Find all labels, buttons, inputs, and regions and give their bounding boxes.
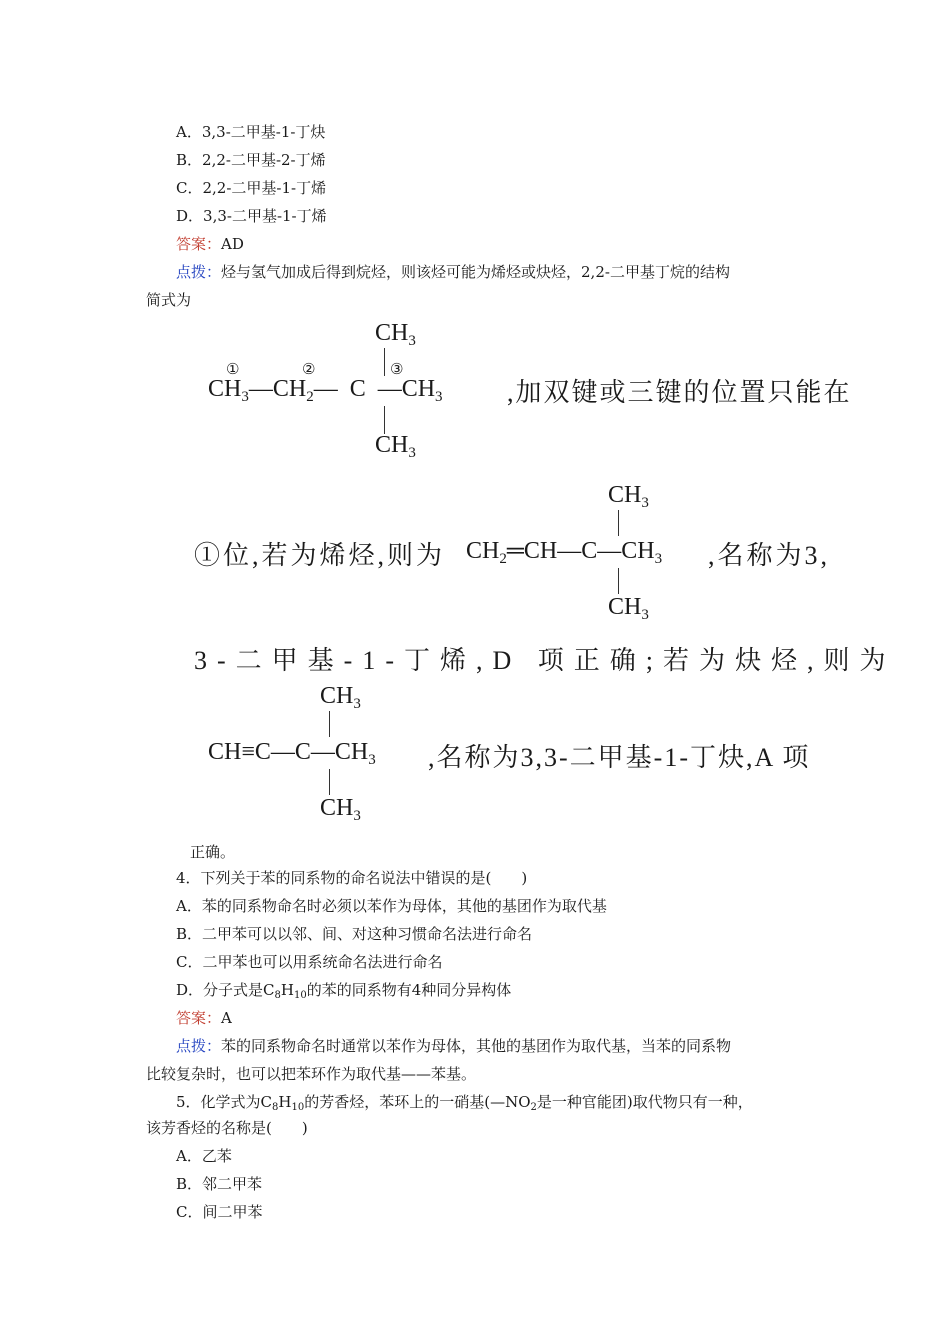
text-name1-start: ,名称为3, [708, 541, 831, 570]
struct1-bottom-ch3: $CH_3$ [375, 432, 416, 461]
q3-answer [176, 234, 244, 254]
struct1-tail-text: ,加双键或三键的位置只能在 [507, 378, 852, 407]
q4-option-c: C．二甲苯也可以用系统命名法进行命名 [176, 953, 443, 971]
circle-1: ① [226, 360, 240, 378]
q4-hint-line1 [176, 1036, 731, 1056]
q3-hint-line1 [176, 262, 730, 282]
q5-option-b: B．邻二甲苯 [176, 1175, 263, 1193]
circle-2: ② [302, 360, 316, 378]
text-line3: 3-二甲基-1-丁烯,D 项正确;若为炔烃,则为 [194, 646, 896, 675]
q5-question-line2: 该芳香烃的名称是( ) [146, 1119, 308, 1137]
hint-text: 烃与氢气加成后得到烷烃，则该烃可能为烯烃或炔烃，2,2-二甲基丁烷的结构 [221, 263, 730, 281]
q5-option-c: C．间二甲苯 [176, 1203, 263, 1221]
q4-answer [176, 1008, 232, 1028]
text-name2: ,名称为3,3-二甲基-1-丁炔,A 项 [428, 743, 811, 772]
struct3-bottom-bond [329, 769, 330, 795]
answer-value: A [221, 1009, 232, 1027]
struct2-top-bond [618, 510, 619, 536]
struct3-top-ch3: $CH_3$ [320, 683, 361, 712]
answer-label: 答案： [176, 1009, 222, 1027]
q3-option-d: D．3,3-二甲基-1-丁烯 [176, 207, 327, 225]
struct2-main-chain: $CH_2═CH—C—CH_3$ [466, 538, 663, 567]
text-end: 正确。 [190, 843, 236, 861]
struct2-bottom-bond [618, 568, 619, 594]
answer-label: 答案： [176, 235, 222, 253]
struct3-main-chain: $CH\equiv C—C—CH_3$ [208, 739, 376, 768]
q3-option-a: A．3,3-二甲基-1-丁炔 [176, 123, 326, 141]
struct1-bottom-bond [384, 406, 385, 434]
struct1-top-bond [384, 348, 385, 376]
struct2-bottom-ch3: $CH_3$ [608, 594, 649, 623]
q3-hint-line2: 简式为 [146, 291, 192, 309]
struct3-bottom-ch3: $CH_3$ [320, 795, 361, 824]
circle-3: ③ [390, 360, 404, 378]
q3-option-b: B．2,2-二甲基-2-丁烯 [176, 151, 326, 169]
struct1-main-chain: $CH_3—CH_2—$ C $—CH_3$ [208, 376, 443, 405]
struct2-top-ch3: $CH_3$ [608, 482, 649, 511]
hint-text: 苯的同系物命名时通常以苯作为母体，其他的基团作为取代基，当苯的同系物 [221, 1037, 732, 1055]
q5-question: 5．化学式为$C_8H_{10}$的芳香烃，苯环上的一硝基($—NO_2$是一种官能团)取代物只有一种， [176, 1093, 753, 1113]
q4-option-b: B．二甲苯可以以邻、间、对这种习惯命名法进行命名 [176, 925, 533, 943]
q4-hint-line2: 比较复杂时，也可以把苯环作为取代基——苯基。 [146, 1065, 477, 1083]
hint-label: 点拨： [176, 263, 222, 281]
text-position1: ①位,若为烯烃,则为 [194, 541, 446, 570]
q3-option-c: C．2,2-二甲基-1-丁烯 [176, 179, 327, 197]
struct3-top-bond [329, 711, 330, 737]
q5-option-a: A．乙苯 [176, 1147, 232, 1165]
answer-value: AD [221, 235, 244, 253]
hint-label: 点拨： [176, 1037, 222, 1055]
q4-option-d: D．分子式是$C_8H_{10}$的苯的同系物有4种同分异构体 [176, 981, 512, 1001]
q4-option-a: A．苯的同系物命名时必须以苯作为母体，其他的基团作为取代基 [176, 897, 607, 915]
struct1-top-ch3: $CH_3$ [375, 320, 416, 349]
q4-question: 4．下列关于苯的同系物的命名说法中错误的是( ) [176, 869, 528, 887]
